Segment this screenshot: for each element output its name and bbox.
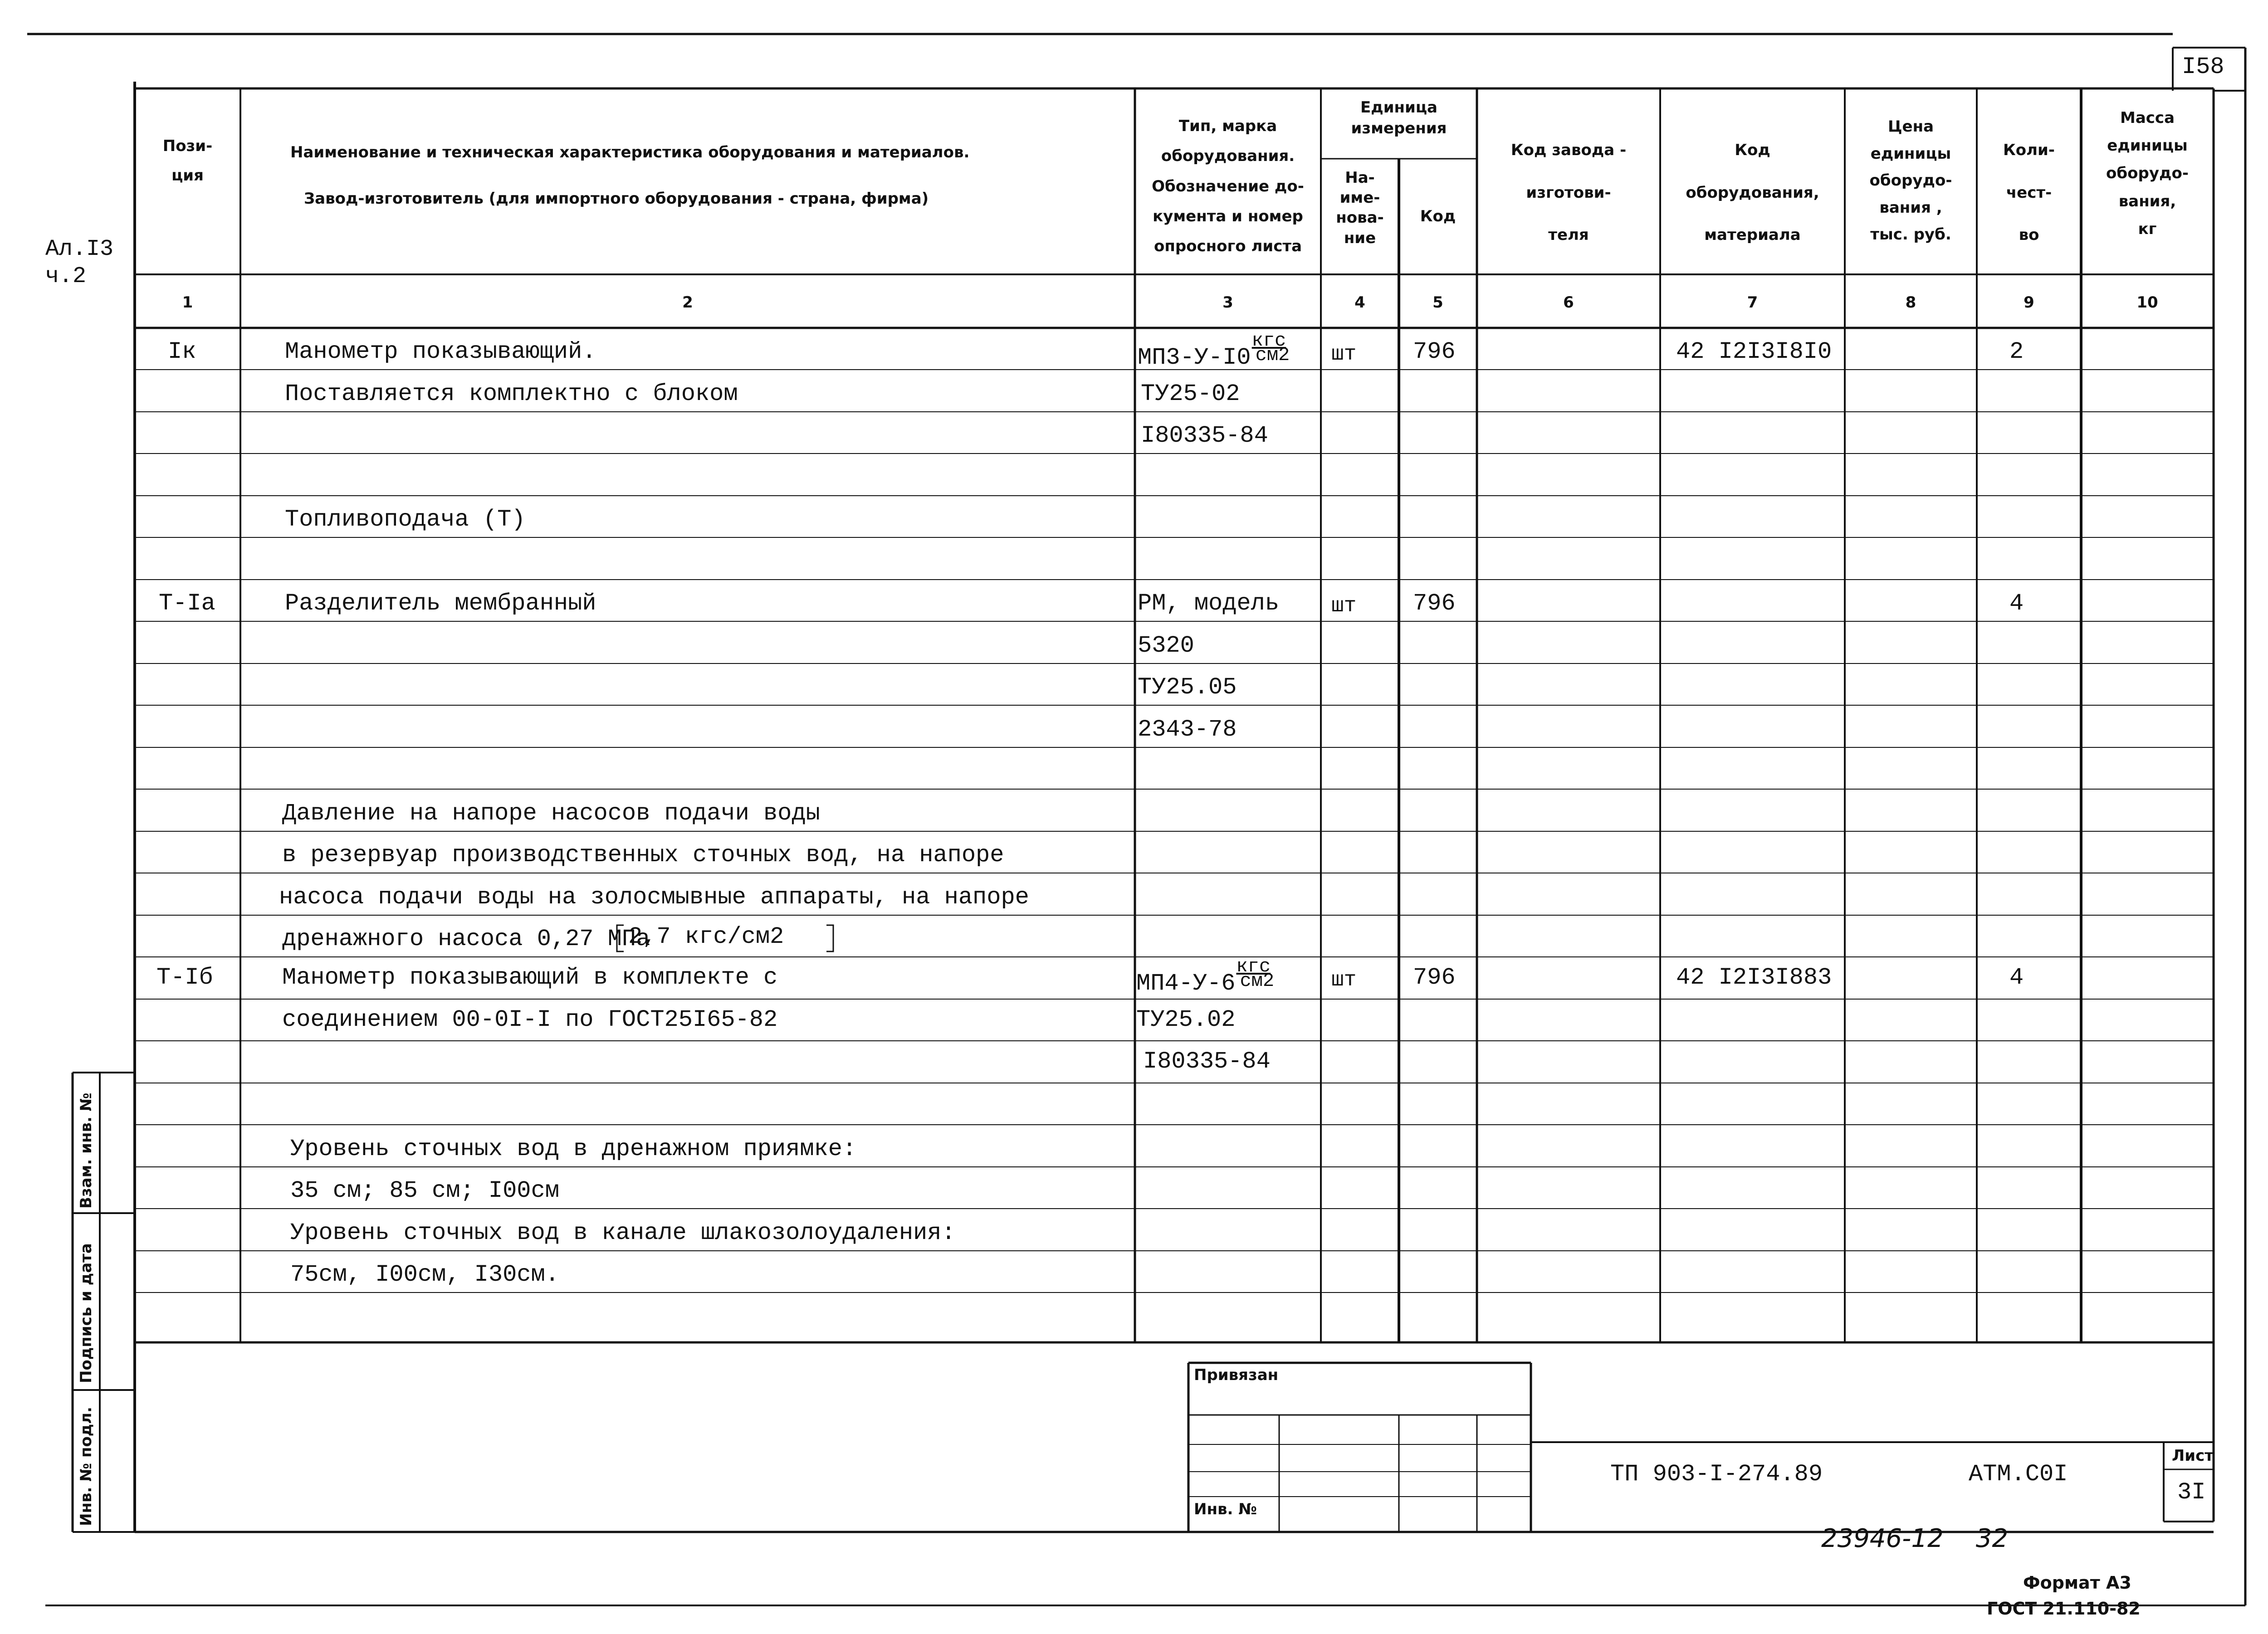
header-unit-name: На- име- нова- ние (1336, 169, 1384, 247)
cell-code: 796 (1413, 964, 1456, 991)
column-number: 7 (1747, 293, 1758, 312)
side-vzam-inv: Взам. инв. № (77, 1093, 95, 1209)
cell-type-text: МП3-У-I0 (1138, 344, 1251, 371)
unit-subscript: см2 (1240, 970, 1275, 992)
cell-name: Манометр показывающий. (285, 338, 596, 365)
album-label-line1: Ал.I3 (45, 236, 114, 262)
side-inv-podl: Инв. № подл. (77, 1406, 95, 1526)
stamp-doc-mark: АТМ.С0I (1969, 1461, 2068, 1488)
header-equipment-code: Код оборудования, материала (1686, 141, 1819, 244)
gost-label: ГОСТ 21.110-82 (1987, 1599, 2141, 1619)
stamp-doc-code: ТП 903-I-274.89 (1610, 1461, 1823, 1488)
cell-name: Разделитель мембранный (285, 590, 596, 617)
stamp-sheet-value: 3I (2177, 1479, 2206, 1506)
unit-superscript: кгс (1236, 956, 1271, 977)
column-number: 6 (1563, 293, 1574, 312)
cell-name: дренажного насоса 0,27 МПа (282, 926, 650, 952)
header-quantity: Коли- чест- во (2003, 141, 2055, 244)
format-label: Формат А3 (2023, 1573, 2131, 1593)
cell-quantity: 2 (2009, 338, 2024, 365)
cell-type: I80335-84 (1143, 1048, 1271, 1075)
header-factory-code: Код завода - изготови- теля (1510, 141, 1627, 244)
sheet-number: I58 (2182, 54, 2224, 80)
column-number: 4 (1354, 293, 1365, 312)
cell-type (1138, 330, 1303, 371)
stamp-handwritten-number: 23946-12 32 (1821, 1524, 2009, 1553)
cell-quantity: 4 (2009, 590, 2024, 617)
column-number: 5 (1432, 293, 1443, 312)
cell-name-extra: 2,7 кгс/см2 (628, 923, 784, 950)
album-label (45, 236, 113, 290)
column-number: 1 (182, 293, 193, 312)
cell-type: ТУ25.02 (1136, 1006, 1236, 1033)
cell-type: I80335-84 (1141, 422, 1268, 449)
column-number: 10 (2136, 293, 2158, 312)
column-number: 3 (1222, 293, 1233, 312)
stamp-sheet-label: Лист (2172, 1447, 2214, 1465)
album-label-line2: ч.2 (45, 263, 87, 289)
cell-type: 5320 (1138, 632, 1194, 659)
cell-type: ТУ25.05 (1138, 674, 1237, 701)
cell-type: ТУ25-02 (1141, 380, 1240, 407)
cell-name: насоса подачи воды на золосмывные аппараты, на напоре (279, 884, 1029, 911)
cell-quantity: 4 (2009, 964, 2024, 991)
cell-name: соединением 00-0I-I по ГОСТ25I65-82 (282, 1006, 778, 1033)
cell-equipment-code: 42 I2I3I8I0 (1676, 338, 1832, 365)
cell-name: Поставляется комплектно с блоком (285, 380, 738, 407)
cell-position: Т-Iб (156, 964, 213, 991)
column-number: 8 (1905, 293, 1916, 312)
cell-name: Уровень сточных вод в дренажном приямке: (290, 1136, 857, 1162)
unit-fraction (1251, 330, 1303, 366)
cell-code: 796 (1413, 590, 1456, 617)
cell-type-text: МП4-У-6 (1136, 970, 1236, 997)
cell-unit: шт (1331, 594, 1357, 618)
cell-name: Манометр показывающий в комплекте с (282, 964, 778, 991)
header-name-line2: Завод-изготовитель (для импортного оборудования - страна, фирма) (304, 190, 929, 208)
unit-fraction (1235, 956, 1287, 992)
cell-name: Топливоподача (Т) (285, 506, 526, 533)
cell-name: в резервуар производственных сточных вод, на напоре (282, 842, 1004, 868)
cell-position: Iк (168, 338, 196, 365)
cell-code: 796 (1413, 338, 1456, 365)
header-name (240, 129, 1135, 222)
cell-type (1136, 956, 1287, 997)
header-price: Цена единицы оборудо- вания , тыс. руб. (1869, 117, 1952, 244)
header-mass: Масса единицы оборудо- вания, кг (2106, 109, 2189, 238)
header-position: Пози- ция (162, 137, 213, 185)
cell-unit: шт (1331, 342, 1357, 366)
stamp-privyazan-label: Привязан (1194, 1366, 1279, 1384)
cell-unit: шт (1331, 968, 1357, 992)
cell-name: 35 см; 85 см; I00см (290, 1177, 559, 1204)
column-number: 2 (682, 293, 693, 312)
cell-name: Давление на напоре насосов подачи воды (282, 800, 820, 827)
cell-name: 75см, I00см, I30см. (290, 1261, 559, 1288)
cell-equipment-code: 42 I2I3I883 (1676, 964, 1832, 991)
cell-type: РМ, модель (1138, 590, 1280, 617)
unit-superscript: кгс (1251, 330, 1286, 351)
cell-position: Т-Iа (159, 590, 215, 617)
header-type: Тип, марка оборудования. Обозначение до- кумента и номер опросного листа (1152, 117, 1304, 256)
side-podpis-data: Подпись и дата (77, 1243, 95, 1383)
stamp-inv-no-label: Инв. № (1194, 1500, 1257, 1518)
cell-type: 2343-78 (1138, 716, 1237, 743)
cell-name: Уровень сточных вод в канале шлакозолоудаления: (290, 1219, 956, 1246)
column-number: 9 (2024, 293, 2034, 312)
header-unit-group: Единица измерения (1351, 98, 1447, 137)
unit-subscript: см2 (1255, 344, 1290, 366)
header-name-line1: Наименование и техническая характеристика оборудования и материалов. (290, 143, 970, 161)
header-unit-code: Код (1420, 207, 1456, 225)
